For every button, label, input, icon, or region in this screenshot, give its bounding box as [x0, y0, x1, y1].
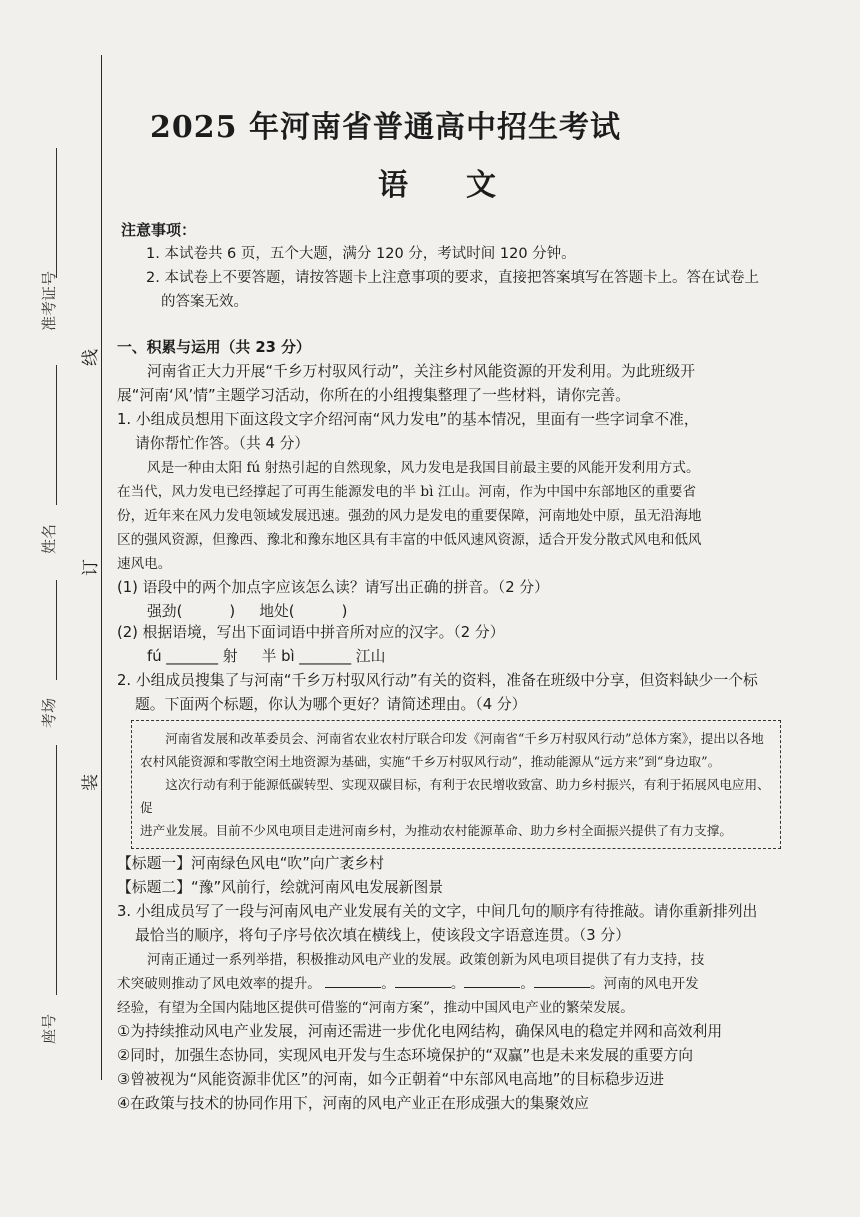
- material-line: 农村风能资源和零散空闲土地资源为基础，实施“千乡万村驭风行动”，推动能源从“远方来”到“身边取”。: [140, 754, 721, 769]
- question-2-stem: 2. 小组成员搜集了与河南“千乡万村驭风行动”有关的资料，准备在班级中分享，但资料缺少一个标: [117, 672, 758, 689]
- passage-line: 在当代，风力发电已经撑起了可再生能源发电的半 bì 江山。河南，作为中国中东部地区的重要省: [117, 484, 697, 500]
- question-1-stem: 请你帮忙作答。（共 4 分）: [135, 435, 310, 452]
- answer-blank[interactable]: 半 bì _______ 江山: [261, 648, 386, 665]
- field-room-label: 考场: [40, 697, 58, 728]
- option-item: ③曾被视为“风能资源非优区”的河南，如今正朝着“中东部风电高地”的目标稳步迈进: [117, 1071, 665, 1088]
- passage-line: 份，近年来在风力发电领域发展迅速。强劲的风力是发电的重要保障，河南地处中原，虽无沿海地: [117, 508, 702, 524]
- question-1-stem: 1. 小组成员想用下面这段文字介绍河南“风力发电”的基本情况，里面有一些字词拿不准，: [117, 411, 699, 428]
- field-exam-no-line[interactable]: [56, 148, 57, 278]
- question-1-sub2-answers: [117, 645, 781, 669]
- passage-line: 术突破则推动了风电效率的提升。 。 。 。 。河南的风电开发: [117, 972, 781, 996]
- section-1: [117, 336, 781, 1116]
- notice-item: 2. 本试卷上不要答题，请按答题卡上注意事项的要求，直接把答案填写在答题卡上。答在试卷上: [146, 270, 759, 286]
- material-line: 河南省发展和改革委员会、河南省农业农村厅联合印发《河南省“千乡万村驭风行动”总体方案》，提出以各地: [165, 731, 764, 746]
- answer-blank[interactable]: 地处( ): [259, 603, 348, 620]
- field-seat-line[interactable]: [56, 745, 57, 995]
- passage-line: 速风电。: [117, 556, 172, 572]
- question-1-sub1-answers: [117, 600, 781, 621]
- passage-line: 区的强风资源，但豫西、豫北和豫东地区具有丰富的中低风速风资源，适合开发分散式风电和低风: [117, 532, 702, 548]
- binding-word-line: 线: [81, 349, 101, 366]
- section-intro: 展“河南‘风’情”主题学习活动，你所在的小组搜集整理了一些材料，请你完善。: [117, 387, 631, 404]
- notice-item: 1. 本试卷共 6 页，五个大题，满分 120 分，考试时间 120 分钟。: [146, 246, 576, 262]
- exam-title: 2025 年河南省普通高中招生考试: [150, 110, 621, 145]
- field-room-line[interactable]: [56, 580, 57, 680]
- section-intro: 河南省正大力开展“千乡万村驭风行动”，关注乡村风能资源的开发利用。为此班级开: [147, 363, 696, 380]
- passage-segment: 。河南的风电开发: [590, 976, 699, 992]
- question-1-sub1: (1) 语段中的两个加点字应该怎么读？请写出正确的拼音。（2 分）: [117, 579, 549, 596]
- answer-blank[interactable]: [534, 973, 590, 988]
- notice-block: [121, 218, 781, 314]
- question-2-stem: 题。下面两个标题，你认为哪个更好？请简述理由。（4 分）: [135, 696, 527, 713]
- field-seat-label: 座号: [40, 1013, 58, 1044]
- question-2-title-1: 【标题一】河南绿色风电“吹”向广袤乡村: [117, 855, 384, 872]
- passage-line: 河南正通过一系列举措，积极推动风电产业的发展。政策创新为风电项目提供了有力支持，技: [147, 952, 705, 968]
- answer-blank[interactable]: 强劲( ): [147, 603, 236, 620]
- field-name-line[interactable]: [56, 365, 57, 505]
- question-2-title-2: 【标题二】“豫”风前行，绘就河南风电发展新图景: [117, 879, 444, 896]
- option-item: ④在政策与技术的协同作用下，河南的风电产业正在形成强大的集聚效应: [117, 1095, 589, 1112]
- notice-heading: 注意事项：: [121, 221, 197, 239]
- answer-blank[interactable]: fú _______ 射: [147, 648, 238, 665]
- question-3-passage: [117, 948, 781, 1020]
- question-2-material-box: [131, 720, 781, 849]
- material-line: 这次行动有利于能源低碳转型、实现双碳目标，有利于农民增收致富、助力乡村振兴，有利于拓展风电应用、促: [140, 777, 770, 815]
- binding-word-zhuang: 装: [81, 774, 101, 791]
- question-1-passage: [117, 456, 781, 576]
- subject-title: 语文: [378, 168, 554, 203]
- binding-word-ding: 订: [81, 559, 101, 576]
- answer-blank[interactable]: [325, 973, 381, 988]
- notice-item: 的答案无效。: [161, 294, 248, 310]
- question-3-stem: 3. 小组成员写了一段与河南风电产业发展有关的文字，中间几句的顺序有待推敲。请你重新排列出: [117, 903, 758, 920]
- binding-line: [101, 55, 102, 1080]
- field-exam-no-label: 准考证号: [40, 270, 58, 331]
- field-name-label: 姓名: [40, 523, 58, 554]
- question-1-sub2: (2) 根据语境，写出下面词语中拼音所对应的汉字。（2 分）: [117, 624, 505, 641]
- passage-line: 经验，有望为全国内陆地区提供可借鉴的“河南方案”，推动中国风电产业的繁荣发展。: [117, 1000, 634, 1016]
- material-line: 进产业发展。目前不少风电项目走进河南乡村，为推动农村能源革命、助力乡村全面振兴提供了有力支撑。: [140, 823, 732, 838]
- answer-blank[interactable]: [464, 973, 520, 988]
- passage-line: 风是一种由太阳 fú 射热引起的自然现象，风力发电是我国目前最主要的风能开发利用方式。: [147, 460, 700, 476]
- option-item: ①为持续推动风电产业发展，河南还需进一步优化电网结构，确保风电的稳定并网和高效利用: [117, 1023, 723, 1040]
- answer-blank[interactable]: [395, 973, 451, 988]
- section-heading: 一、积累与运用（共 23 分）: [117, 339, 311, 356]
- question-3-stem: 最恰当的顺序，将句子序号依次填在横线上，使该段文字语意连贯。（3 分）: [135, 927, 631, 944]
- passage-segment: 术突破则推动了风电效率的提升。: [117, 976, 321, 992]
- option-item: ②同时，加强生态协同，实现风电开发与生态环境保护的“双赢”也是未来发展的重要方向: [117, 1047, 694, 1064]
